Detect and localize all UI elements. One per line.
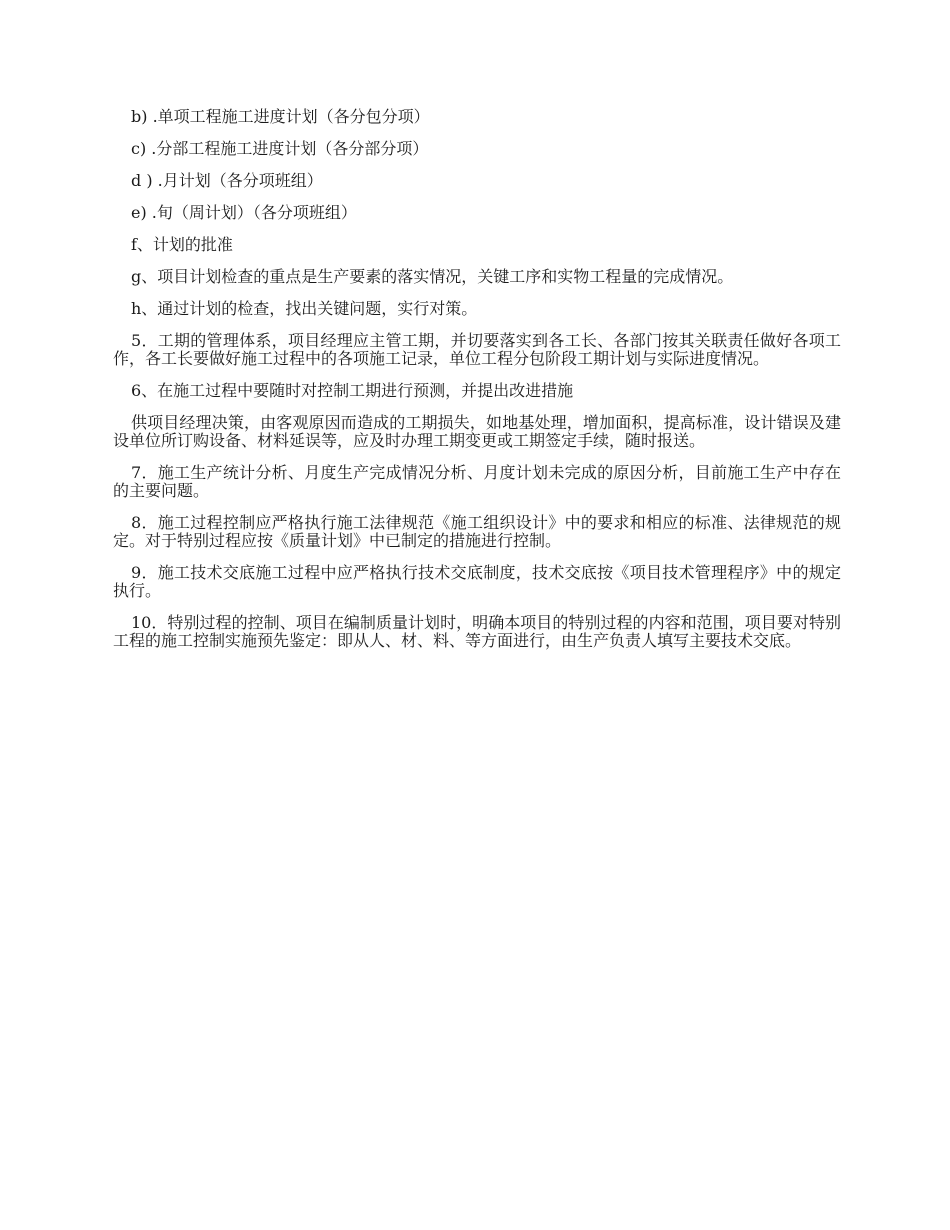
paragraph-g: g、项目计划检查的重点是生产要素的落实情况，关键工序和实物工程量的完成情况。 — [131, 267, 734, 286]
paragraph-f: f、计划的批准 — [131, 235, 233, 254]
document-page — [113, 108, 841, 664]
paragraph-7: 7．施工生产统计分析、月度生产完成情况分析、月度计划未完成的原因分析，目前施工生产中存在的主要问题。 — [113, 463, 841, 500]
paragraph-8: 8．施工过程控制应严格执行施工法律规范《施工组织设计》中的要求和相应的标准、法律规范的规定。对于特别过程应按《质量计划》中已制定的措施进行控制。 — [113, 513, 841, 550]
paragraph-9: 9．施工技术交底施工过程中应严格执行技术交底制度，技术交底按《项目技术管理程序》中的规定执行。 — [113, 563, 841, 600]
paragraph-c: c) .分部工程施工进度计划（各分部分项） — [131, 139, 429, 158]
paragraph-10: 10．特别过程的控制、项目在编制质量计划时，明确本项目的特别过程的内容和范围，项目要对特别工程的施工控制实施预先鉴定：即从人、材、料、等方面进行，由生产负责人填写主要技术交底。 — [113, 613, 841, 650]
paragraph-e: e) .旬（周计划）（各分项班组） — [131, 203, 357, 222]
paragraph-h: h、通过计划的检查，找出关键问题，实行对策。 — [131, 299, 478, 318]
paragraph-6: 6、在施工过程中要随时对控制工期进行预测，并提出改进措施 — [131, 381, 574, 400]
paragraph-5: 5．工期的管理体系，项目经理应主管工期，并切要落实到各工长、各部门按其关联责任做好各项工作，各工长要做好施工过程中的各项施工记录，单位工程分包阶段工期计划与实际进度情况。 — [113, 331, 841, 368]
paragraph-d: d ) .月计划（各分项班组） — [131, 171, 323, 190]
paragraph-6-continued: 供项目经理决策，由客观原因而造成的工期损失，如地基处理，增加面积，提高标准，设计错误及建设单位所订购设备、材料延误等，应及时办理工期变更或工期签定手续，随时报送。 — [113, 413, 841, 450]
paragraph-b: b) .单项工程施工进度计划（各分包分项） — [131, 107, 430, 126]
